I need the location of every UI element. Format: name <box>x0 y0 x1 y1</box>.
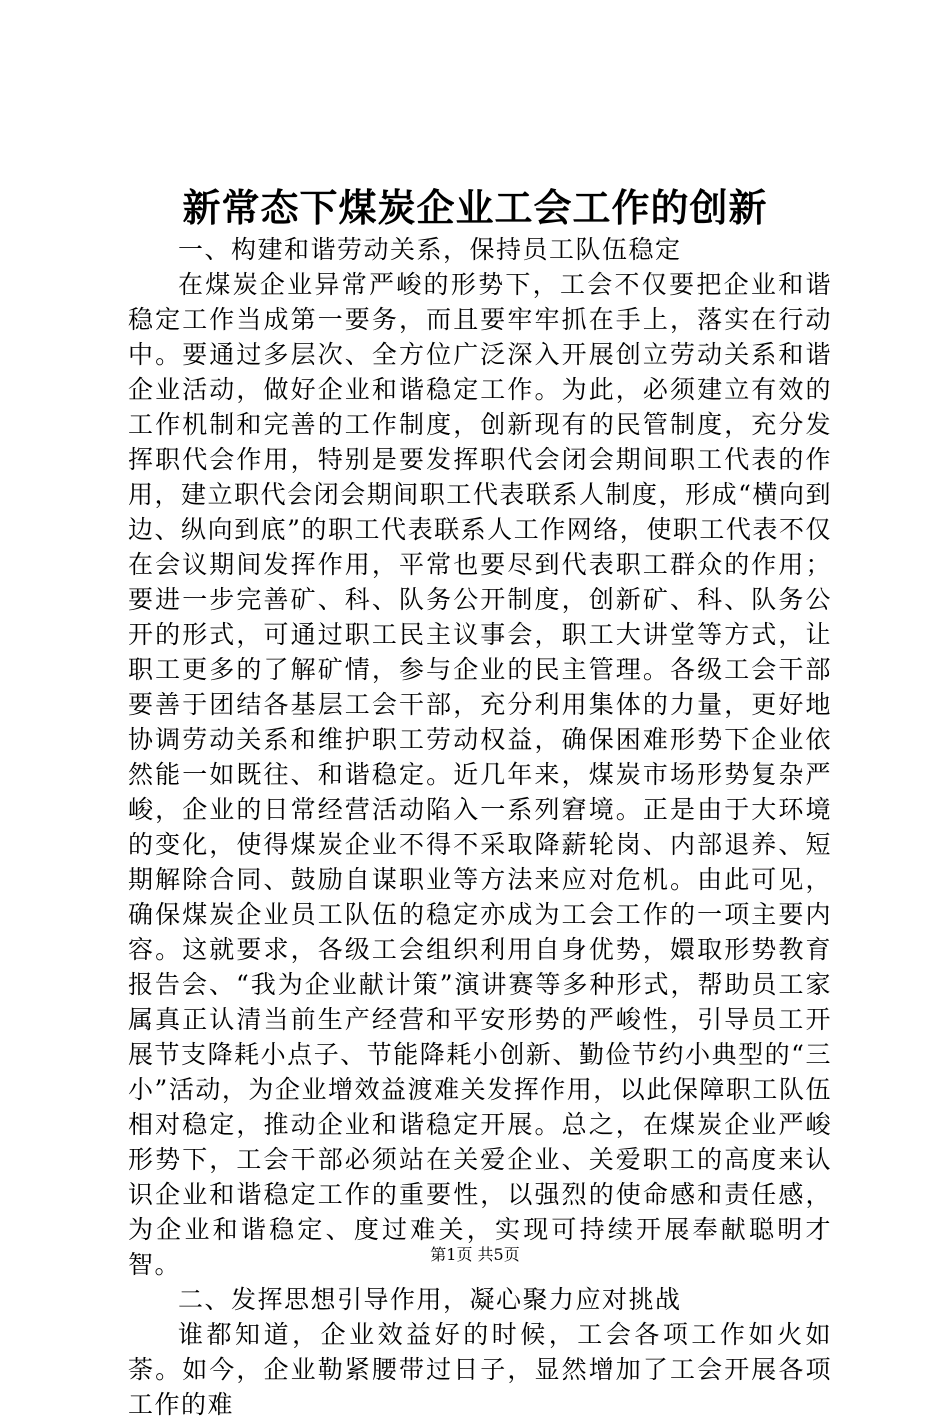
document-title: 新常态下煤炭企业工会工作的创新 <box>182 185 768 230</box>
section-heading-2: 二、发挥思想引导作用，凝心聚力应对挑战 <box>178 1285 682 1314</box>
paragraph-1: 在煤炭企业异常严峻的形势下，工会不仅要把企业和谐稳定工作当成第一要务，而且要牢牢抓在手上，落实在行动中。要通过多层次、全方位广泛深入开展创立劳动关系和谐企业活动，做好企业和谐稳定工作。为此，必须建立有效的工作机制和完善的工作制度，创新现有的民管制度，充分发挥职代会作用，特别是要发挥职代会闭会期间职工代表的作用，建立职代会闭会期间职工代表联系人制度，形成“横向到边、纵向到底”的职工代表联系人工作网络，使职工代表不仅在会议期间发挥作用，平常也要尽到代表职工群众的作用；要进一步完善矿、科、队务公开制度，创新矿、科、队务公开的形式，可通过职工民主议事会，职工大讲堂等方式，让职工更多的了解矿情，参与企业的民主管理。各级工会干部要善于团结各基层工会干部，充分利用集体的力量，更好地协调劳动关系和维护职工劳动权益，确保困难形势下企业依然能一如既往、和谐稳定。近几年来，煤炭市场形势复杂严峻，企业的日常经营活动陷入一系列窘境。正是由于大环境的变化，使得煤炭企业不得不采取降薪轮岗、内部退养、短期解除合同、鼓励自谋职业等方法来应对危机。由此可见，确保煤炭企业员工队伍的稳定亦成为工会工作的一项主要内容。这就要求，各级工会组织利用自身优势，嬛取形势教育报告会、“我为企业献计策”演讲赛等多种形式，帮助员工家属真正认清当前生产经营和平安形势的严峻性，引导员工开展节支降耗小点子、节能降耗小创新、勤俭节约小典型的“三小”活动，为企业增效益渡难关发挥作用，以此保障职工队伍相对稳定，推动企业和谐稳定开展。总之，在煤炭企业严峻形势下，工会干部必须站在关爱企业、关爱职工的高度来认识企业和谐稳定工作的重要性，以强烈的使命感和责任感，为企业和谐稳定、度过难关，实现可持续开展奉献聪明才智。 <box>128 270 832 1279</box>
page-footer: 第1页 共5页 <box>430 1245 520 1264</box>
section-heading-1: 一、构建和谐劳动关系，保持员工队伍稳定 <box>178 235 682 264</box>
paragraph-2: 谁都知道，企业效益好的时候，工会各项工作如火如荼。如今，企业勒紧腰带过日子，显然增加了工会开展各项工作的难 <box>128 1320 832 1419</box>
